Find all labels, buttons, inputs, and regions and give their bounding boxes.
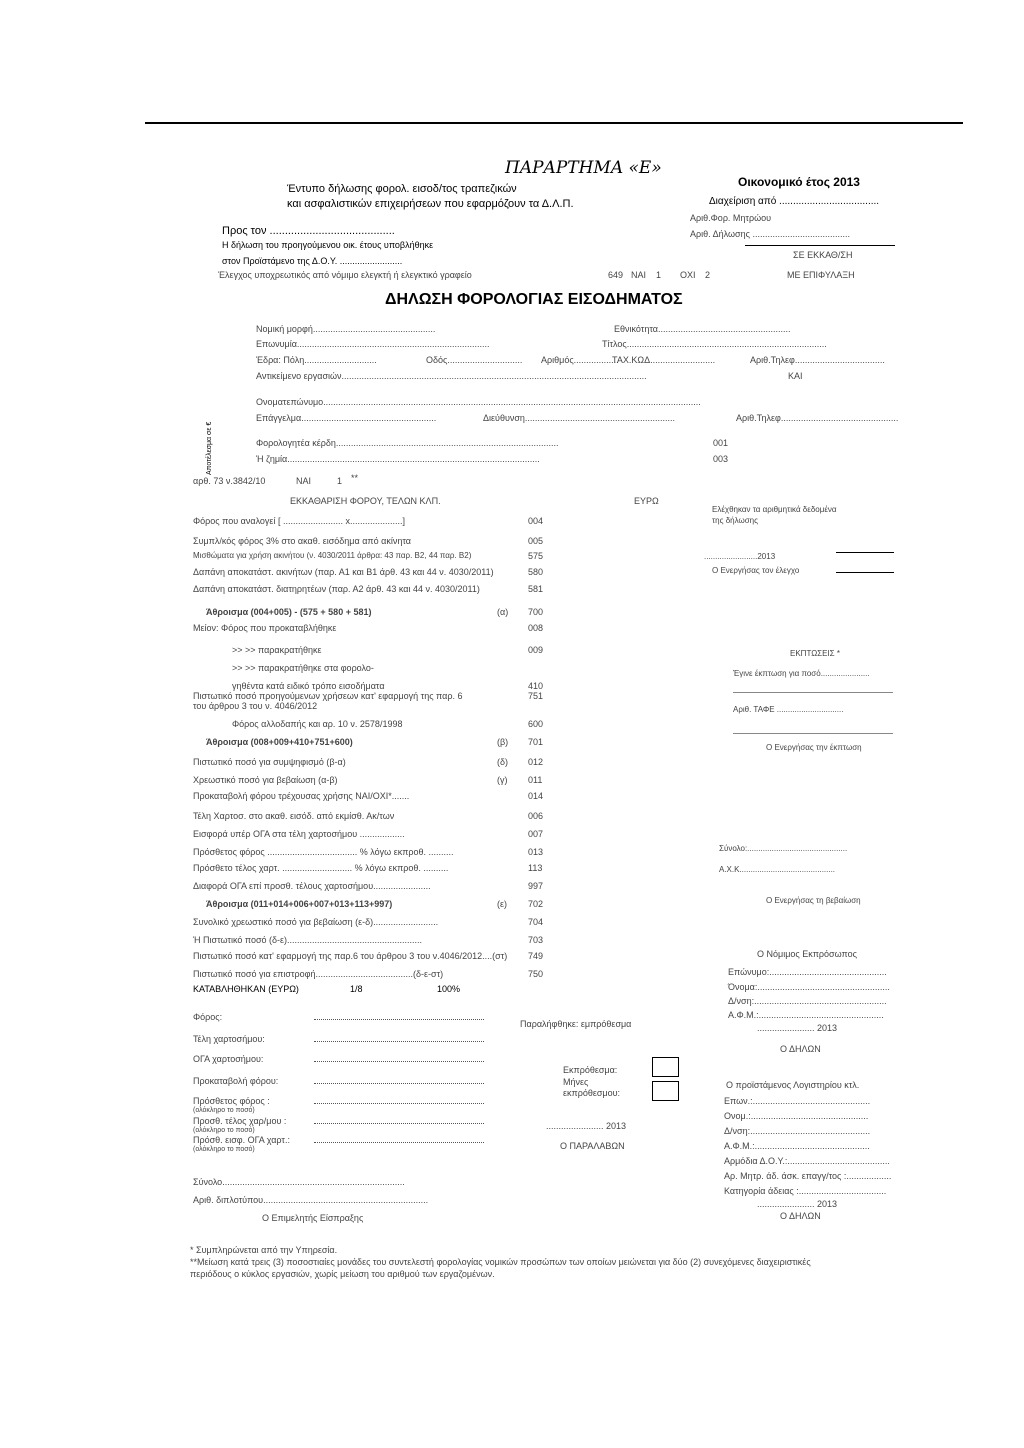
- nationality: Εθνικότητα.....................................................: [614, 324, 791, 334]
- deduction-made: Έγινε έκπτωση για ποσό......................: [733, 669, 870, 678]
- loss: Ή ζημία.....................................................................................................: [256, 454, 540, 464]
- person-profession: Επάγγελμα......................................................: [256, 413, 437, 423]
- seat-city: Έδρα: Πόλη.............................: [256, 355, 377, 365]
- taxable-profit-code: 001: [713, 438, 729, 448]
- calc-row-code: 113: [528, 863, 543, 873]
- calc-row-label: >> >> παρακρατήθηκε στα φορολο-: [232, 663, 374, 673]
- calc-row-label: του άρθρου 3 του ν. 4046/2012: [193, 701, 318, 711]
- loss-code: 003: [713, 454, 729, 464]
- rep-declarer: Ο ΔΗΛΩΝ: [780, 1044, 821, 1054]
- top-rule: [145, 122, 963, 124]
- calc-row-label: Φόρος αλλοδαπής και αρ. 10 ν. 2578/1998: [232, 719, 403, 729]
- acc-doy: Αρμόδια Δ.Ο.Υ.:.........................................: [724, 1156, 890, 1166]
- handwritten-annex: ΠΑΡΑΡΤΗΜΑ «Ε»: [505, 158, 662, 178]
- calc-row-label: Άθροισμα (008+009+410+751+600): [206, 737, 353, 747]
- calc-row-code: 703: [528, 935, 544, 945]
- seat-number: Αριθμός..................: [541, 355, 619, 365]
- calc-row-label: Δαπάνη αποκατάστ. διατηρητέων (παρ. Α2 άρθ. 43 και 44 ν. 4030/2011): [193, 584, 480, 594]
- audit-yes: ΝΑΙ: [631, 270, 647, 280]
- calc-row-code: 011: [528, 775, 543, 785]
- calc-row-label: Πιστωτικό ποσό κατ' εφαρμογή της παρ.6 του άρθρου 3 του ν.4046/2012....(στ): [193, 951, 508, 961]
- calc-row-code: 749: [528, 951, 544, 961]
- legal-rep-heading: Ο Νόμιμος Εκπρόσωπος: [757, 949, 857, 959]
- law-ref: αρθ. 73 ν.3842/10: [193, 476, 266, 486]
- pending-status: ΣΕ ΕΚΚΑΘ/ΣΗ: [793, 250, 853, 260]
- acc-afm: Α.Φ.Μ.:..............................................: [724, 1141, 870, 1151]
- calc-row-code: 013: [528, 847, 544, 857]
- decl-no: Αριθ. Δήλωσης .......................................: [690, 229, 850, 239]
- check-officer: Ο Ενεργήσας τον έλεγχο: [712, 566, 800, 575]
- calc-row-label: Πιστωτικό ποσό προηγούμενων χρήσεων κατ' εφαρμογή της παρ. 6: [193, 691, 463, 701]
- calc-row-label: Διαφορά ΟΓΑ επί προσθ. τέλους χαρτοσήμου.......................: [193, 881, 431, 891]
- calc-row-label: Άθροισμα (004+005) - (575 + 580 + 581): [206, 607, 372, 617]
- calc-row-label: Ή Πιστωτικό ποσό (δ-ε)......................................................: [193, 935, 423, 945]
- calc-row-code: 004: [528, 516, 544, 526]
- acc-date: ....................... 2013: [757, 1199, 838, 1209]
- person-phone: Αριθ.Τηλεφ...............................................: [736, 413, 899, 423]
- acc-category: Κατηγορία άδειας :...................................: [724, 1186, 887, 1196]
- footnote-1: * Συμπληρώνεται από την Υπηρεσία.: [190, 1245, 338, 1255]
- audit-line: Έλεγχος υποχρεωτικός από νόμιμο ελεγκτή ή ελεγκτικό γραφείο: [218, 270, 472, 280]
- calc-row-label: Συμπλ/κός φόρος 3% στο ακαθ. εισόδημα από ακίνητα: [193, 536, 411, 546]
- payment-label: Προσθ. τέλος χαρ/μου :: [193, 1116, 287, 1126]
- to-field: Προς τον .........................................: [222, 225, 395, 237]
- cert-officer: Ο Ενεργήσας τη βεβαίωση: [766, 896, 861, 905]
- calc-row-code: 700: [528, 607, 544, 617]
- taxe-number: Αριθ. ΤΑΦΕ ..............................: [733, 705, 844, 714]
- payment-label: Πρόσθ. εισφ. ΟΓΑ χαρτ.:: [193, 1135, 290, 1145]
- calc-row-code: 701: [528, 737, 544, 747]
- late-label: εκπρόθεσμου:: [563, 1088, 621, 1098]
- calc-row-label: Πιστωτικό ποσό για συμψηφισμό (β-α): [193, 757, 346, 767]
- acc-name: Ονομ.:...............................................: [724, 1111, 869, 1121]
- payment-label: Πρόσθετος φόρος :: [193, 1096, 270, 1106]
- months-label: Μήνες: [563, 1077, 589, 1087]
- payment-dotted-line: [314, 1083, 484, 1084]
- seat-street: Οδός..............................: [426, 355, 523, 365]
- calc-row-code: 012: [528, 757, 544, 767]
- rep-address: Δ/νση:.....................................................: [728, 996, 887, 1006]
- on-time-label: Εκπρόθεσμα:: [563, 1065, 618, 1075]
- submitted-on-time: Παραλήφθηκε: εμπρόθεσμα: [520, 1019, 632, 1029]
- on-time-checkbox[interactable]: [652, 1057, 679, 1077]
- calc-row-label: Άθροισμα (011+014+006+007+013+113+997): [206, 899, 393, 909]
- deduction-line: [733, 692, 893, 693]
- calc-row-label: Συνολικό χρεωστικό ποσό για βεβαίωση (ε-δ)..........................: [193, 917, 439, 927]
- seat-postal: ΤΑΧ.ΚΩΔ..........................: [612, 355, 716, 365]
- prev-decl-1: Η δήλωση του προηγούμενου οικ. έτους υποβλήθηκε: [222, 240, 434, 250]
- calc-row-label: Φόρος που αναλογεί [ ........................ x.....................]: [193, 516, 405, 526]
- calc-currency: ΕΥΡΩ: [634, 496, 659, 506]
- acc-declarer: Ο ΔΗΛΩΝ: [780, 1211, 821, 1221]
- calc-row-code: 704: [528, 917, 544, 927]
- calc-row-label: Προκαταβολή φόρου τρέχουσας χρήσης ΝΑΙ/ΟΧΙ*.......: [193, 791, 410, 801]
- calc-row-code: 008: [528, 623, 544, 633]
- receiver: Ο ΠΑΡΑΛΑΒΩΝ: [560, 1141, 625, 1151]
- acc-address: Δ/νση:................................................: [724, 1126, 871, 1136]
- audit-yes-val: 1: [656, 270, 662, 280]
- payment-label: Τέλη χαρτοσήμου:: [193, 1034, 265, 1044]
- calc-row-code: 410: [528, 681, 544, 691]
- audit-code: 649: [608, 270, 624, 280]
- calc-row-label: Μισθώματα για χρήση ακινήτου (ν. 4030/2011 άρθρα: 43 παρ. Β2, 44 παρ. Β2): [193, 551, 472, 560]
- law-yes-val: 1: [337, 476, 343, 486]
- company-name: Επωνυμία.............................................................................: [256, 339, 490, 349]
- late-checkbox[interactable]: [652, 1081, 679, 1101]
- audit-no: ΟΧΙ: [680, 270, 696, 280]
- payment-note: (ολόκληρο το ποσό): [193, 1146, 255, 1153]
- payment-label: Φόρος:: [193, 1012, 223, 1022]
- deduction-officer: Ο Ενεργήσας την έκπτωση: [766, 743, 862, 752]
- law-yes: ΝΑΙ: [296, 476, 312, 486]
- calc-row-code: 009: [528, 645, 544, 655]
- payment-note: (ολόκληρο το ποσό): [193, 1127, 255, 1134]
- calc-row-code: 600: [528, 719, 544, 729]
- payment-dotted-line: [314, 1123, 484, 1124]
- checked-1: Ελέχθηκαν τα αριθμητικά δεδομένα: [712, 505, 837, 514]
- legal-form: Νομική μορφή.................................................: [256, 324, 436, 334]
- acc-surname: Επων.:...............................................: [724, 1096, 871, 1106]
- law-star: **: [351, 473, 359, 483]
- rep-firstname: Όνομα:.....................................................: [728, 982, 890, 992]
- rep-date: ....................... 2013: [757, 1023, 838, 1033]
- calc-row-label: Τέλη Χαρτοσ. στο ακαθ. εισόδ. από εκμίσθ. Ακ/των: [193, 811, 395, 821]
- form-title-1: Έντυπο δήλωσης φορολ. εισοδ/τος τραπεζικών: [287, 183, 517, 195]
- payments-heading: ΚΑΤΑΒΛΗΘΗΚΑΝ (ΕΥΡΩ): [193, 984, 299, 994]
- calc-row-mark: (β): [497, 737, 509, 747]
- payment-label: Προκαταβολή φόρου:: [193, 1076, 279, 1086]
- calc-row-code: 750: [528, 969, 544, 979]
- taxe-line: [733, 733, 893, 734]
- akk: Α.Χ.Κ...........................................: [719, 865, 836, 874]
- calc-row-code: 581: [528, 584, 544, 594]
- check-officer-line: [836, 572, 894, 573]
- payment-dotted-line: [314, 1041, 484, 1042]
- accountant-heading: Ο προϊστάμενος Λογιστηρίου κτλ.: [726, 1080, 860, 1090]
- calc-row-code: 997: [528, 881, 544, 891]
- calc-row-label: Πιστωτικό ποσό για επιστροφή.......................................(δ-ε-στ): [193, 969, 444, 979]
- calc-row-label: >> >> παρακρατήθηκε: [232, 645, 322, 655]
- footnote-3: περιόδους ο κύκλος εργασιών, χωρίς μείωση του αριθμού των εργαζομένων.: [190, 1269, 495, 1279]
- form-title-2: και ασφαλιστικών επιχειρήσεων που εφαρμόζουν τα Δ.Λ.Π.: [287, 198, 574, 210]
- footnote-2: **Μείωση κατά τρεις (3) ποσοστιαίες μονάδες του συντελεστή φορολογίας νομικών προσώπων των οποίων μειώνεται για δύο (2) συνεχόμενες διαχειριστικές: [190, 1257, 811, 1267]
- payment-dotted-line: [314, 1103, 484, 1104]
- calc-row-mark: (γ): [497, 775, 508, 785]
- right-total: Σύνολο:.............................................: [719, 844, 848, 853]
- rep-afm: Α.Φ.Μ.:..................................................: [728, 1010, 884, 1020]
- calc-row-label: Εισφορά υπέρ ΟΓΑ στα τέλη χαρτοσήμου ..................: [193, 829, 405, 839]
- seat-phone: Αριθ.Τηλεφ....................................: [750, 355, 885, 365]
- calc-row-mark: (ε): [497, 899, 508, 909]
- result-side-label: Αποτέλεσμα σε €: [206, 421, 213, 475]
- activity: Αντικείμενο εργασιών..........................................................................................................................: [256, 371, 647, 381]
- calc-row-code: 575: [528, 551, 544, 561]
- person-name: Ονοματεπώνυμο.......................................................................................................................................................: [256, 397, 701, 407]
- calc-row-label: Μείον: Φόρος που προκαταβλήθηκε: [193, 623, 337, 633]
- payment-dotted-line: [314, 1061, 484, 1062]
- taxable-profit: Φορολογητέα κέρδη.........................................................................................: [256, 438, 559, 448]
- payments-fraction: 1/8: [350, 984, 363, 994]
- check-date-line: [836, 552, 894, 553]
- payment-note: (ολόκληρο το ποσό): [193, 1107, 255, 1114]
- pending-line: [745, 245, 895, 246]
- calc-row-label: Πρόσθετος φόρος .................................... % λόγω εκπροθ. ..........: [193, 847, 454, 857]
- reserved-status: ΜΕ ΕΠΙΦΥΛΑΞΗ: [787, 270, 855, 280]
- person-address: Διεύθυνση............................................................: [483, 413, 675, 423]
- acc-license: Αρ. Μητρ. άδ. άσκ. επαγγ/τος :..................: [724, 1171, 892, 1181]
- collector: Ο Επιμελητής Είσπραξης: [262, 1213, 364, 1223]
- calc-row-code: 006: [528, 811, 544, 821]
- calc-row-code: 005: [528, 536, 544, 546]
- activity-and: ΚΑΙ: [788, 371, 803, 381]
- calc-row-mark: (δ): [497, 757, 509, 767]
- checked-2: της δήλωσης: [712, 516, 758, 525]
- main-title: ΔΗΛΩΣΗ ΦΟΡΟΛΟΓΙΑΣ ΕΙΣΟΔΗΜΑΤΟΣ: [385, 291, 683, 308]
- receipt-date: ....................... 2013: [546, 1121, 627, 1131]
- calc-row-label: γηθέντα κατά ειδικό τρόπο εισοδήματα: [232, 681, 385, 691]
- management: Διαχείριση από ....................................: [709, 196, 880, 207]
- deductions-heading: ΕΚΠΤΩΣΕΙΣ *: [790, 649, 840, 658]
- prev-decl-2: στον Προϊστάμενο της Δ.Ο.Υ. .........................: [222, 256, 403, 266]
- calc-row-mark: (α): [497, 607, 509, 617]
- payment-dotted-line: [314, 1019, 484, 1020]
- payments-percent: 100%: [437, 984, 461, 994]
- calc-row-label: Χρεωστικό ποσό για βεβαίωση (α-β): [193, 775, 338, 785]
- rep-surname: Επώνυμο:...............................................: [728, 967, 887, 977]
- calc-row-code: 751: [528, 691, 544, 701]
- calc-row-code: 580: [528, 567, 544, 577]
- payments-total: Σύνολο.........................................................................: [193, 1177, 405, 1187]
- fiscal-year: Οικονομικό έτος 2013: [738, 175, 860, 189]
- calc-row-label: Πρόσθετο τέλος χαρτ. ............................ % λόγω εκπροθ. ..........: [193, 863, 449, 873]
- reg-no: Αριθ.Φορ. Μητρώου: [690, 213, 772, 223]
- payment-label: ΟΓΑ χαρτοσήμου:: [193, 1054, 264, 1064]
- calc-row-code: 702: [528, 899, 544, 909]
- calc-heading: ΕΚΚΑΘΑΡΙΣΗ ΦΟΡΟΥ, ΤΕΛΩΝ ΚΛΠ.: [290, 496, 441, 506]
- payment-dotted-line: [314, 1142, 484, 1143]
- check-date: ........................2013: [704, 552, 776, 561]
- calc-row-label: Δαπάνη αποκατάστ. ακινήτων (παρ. Α1 και Β1 άρθ. 43 και 44 ν. 4030/2011): [193, 567, 494, 577]
- audit-no-val: 2: [705, 270, 711, 280]
- company-title: Τίτλος................................................................................: [602, 339, 827, 349]
- receipt-number: Αριθ. διπλοτύπου..................................................................: [193, 1195, 429, 1205]
- calc-row-code: 014: [528, 791, 544, 801]
- calc-row-code: 007: [528, 829, 544, 839]
